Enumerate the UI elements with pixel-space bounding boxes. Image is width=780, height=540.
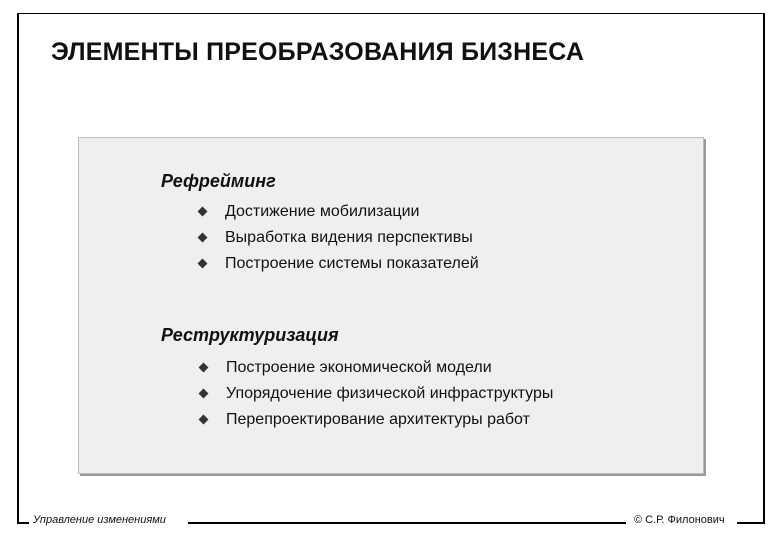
list-item xyxy=(196,355,553,381)
section-heading-restructuring: Реструктуризация xyxy=(161,325,339,345)
bullet-text: Упорядочение физической инфраструктуры xyxy=(226,385,554,402)
slide-title: ЭЛЕМЕНТЫ ПРЕОБРАЗОВАНИЯ БИЗНЕСА xyxy=(51,38,585,66)
list-item xyxy=(195,225,479,251)
footer-copyright: © С.Р. Филонович xyxy=(634,514,725,526)
footer-line-right-segment xyxy=(737,522,765,524)
footer-course-name: Управление изменениями xyxy=(33,514,166,526)
list-item xyxy=(195,199,479,225)
bullet-text: Достижение мобилизации xyxy=(225,203,420,220)
content-panel xyxy=(78,137,704,474)
bullet-list-restructuring xyxy=(196,355,553,433)
bullet-text: Построение экономической модели xyxy=(226,359,492,376)
bullet-text: Перепроектирование архитектуры работ xyxy=(226,411,530,428)
section-heading-reframing: Рефрейминг xyxy=(161,171,276,191)
diamond-bullet-icon xyxy=(198,233,208,243)
footer-line-left-segment xyxy=(17,522,29,524)
bullet-list-reframing xyxy=(195,199,479,277)
bullet-text: Построение системы показателей xyxy=(225,255,479,272)
bullet-text: Выработка видения перспективы xyxy=(225,229,473,246)
diamond-bullet-icon xyxy=(198,207,208,217)
diamond-bullet-icon xyxy=(199,363,209,373)
diamond-bullet-icon xyxy=(199,415,209,425)
list-item xyxy=(196,407,553,433)
list-item xyxy=(196,381,553,407)
diamond-bullet-icon xyxy=(199,389,209,399)
footer-line-middle-segment xyxy=(188,522,626,524)
list-item xyxy=(195,251,479,277)
diamond-bullet-icon xyxy=(198,259,208,269)
